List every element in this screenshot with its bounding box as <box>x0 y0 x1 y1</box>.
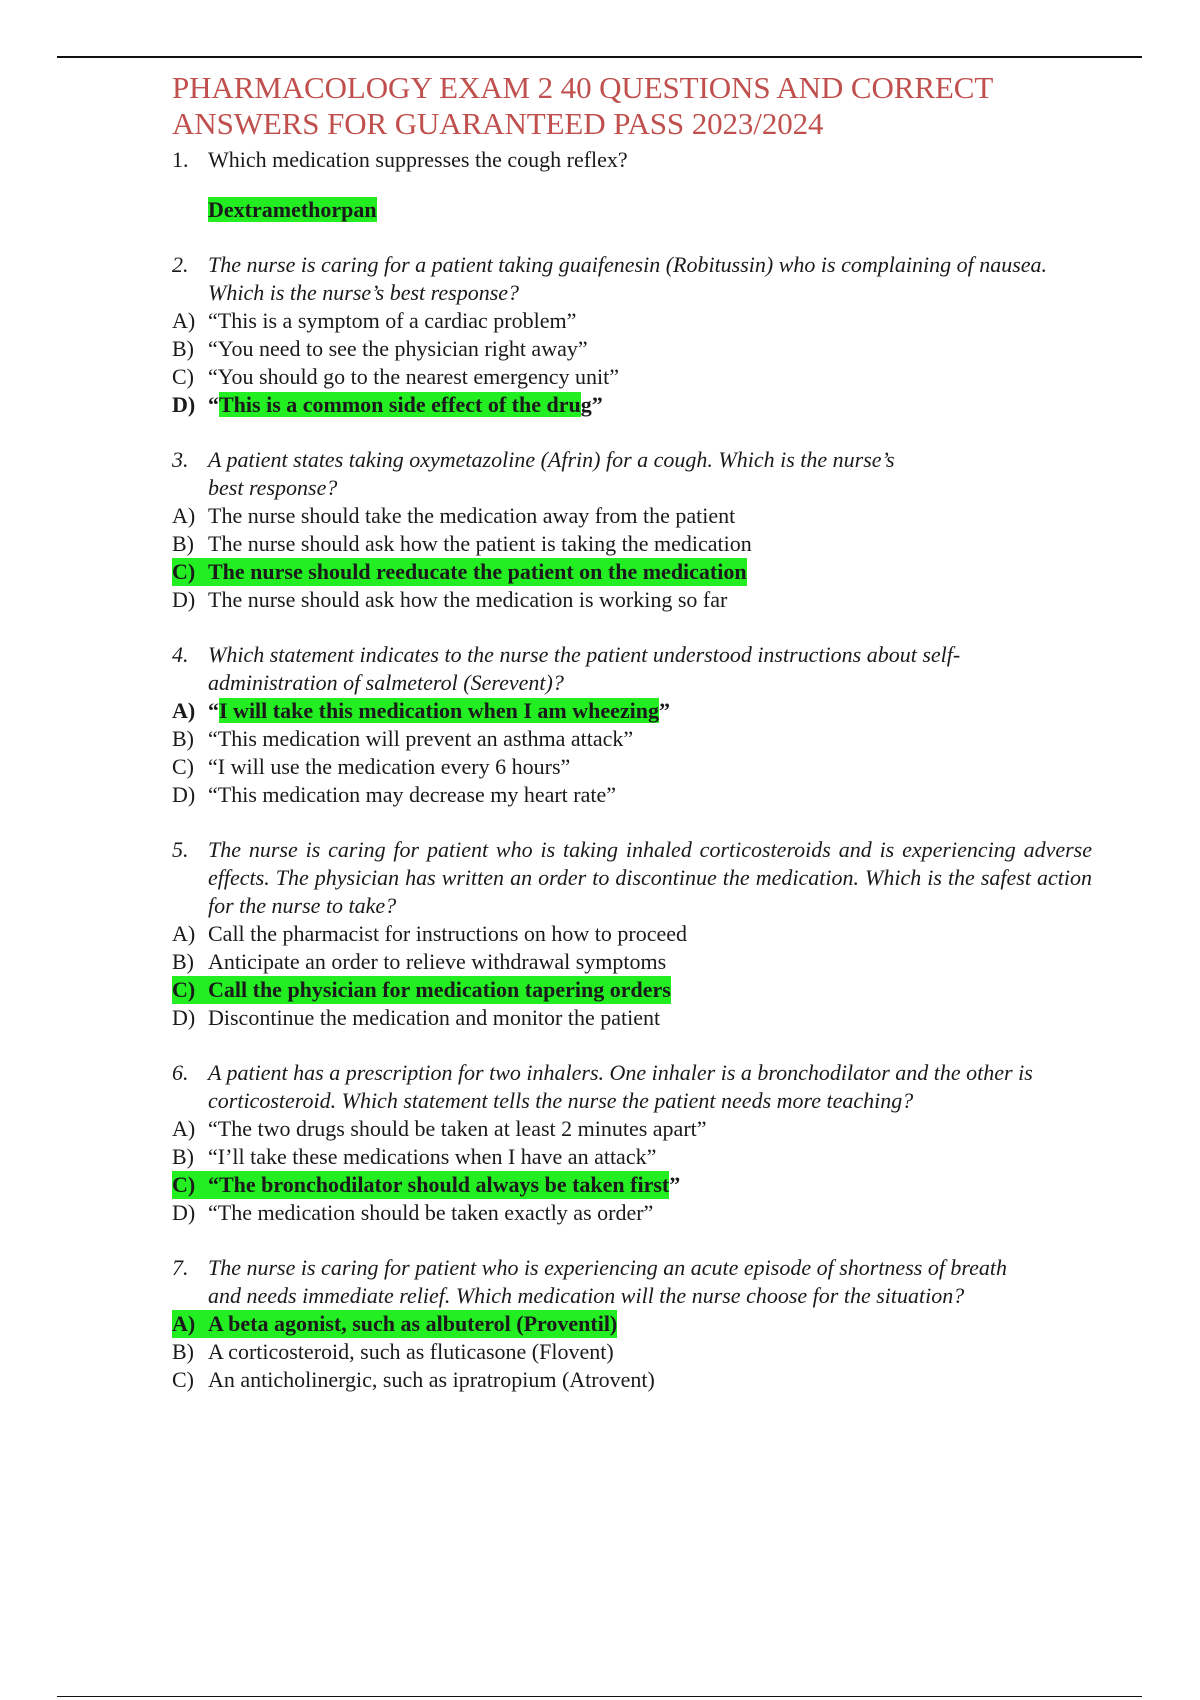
option-text: An anticholinergic, such as ipratropium (Atrovent) <box>208 1367 655 1392</box>
highlighted-answer: This is a common side effect of the dru <box>219 392 581 417</box>
option-text: The nurse should ask how the medication is working so far <box>208 587 728 612</box>
close-quote: ” <box>669 1172 681 1197</box>
close-quote: g” <box>580 392 603 417</box>
option-text: “This is a symptom of a cardiac problem” <box>208 308 577 333</box>
option-label: C) <box>172 1172 196 1197</box>
option-row <box>172 1004 1092 1032</box>
close-quote: ” <box>659 698 670 723</box>
question-text: Which medication suppresses the cough reflex? <box>208 147 628 172</box>
correct-option-row <box>172 697 1092 725</box>
option-row <box>172 335 1092 363</box>
option-row <box>172 1115 1092 1143</box>
question-number: 3. <box>172 447 189 472</box>
question-text-rest: indicates to the nurse the patient understood instructions about self- administration of salmeterol (Serevent)? <box>208 642 961 695</box>
correct-option-row <box>172 1171 1092 1199</box>
option-row <box>172 1366 1092 1394</box>
question-6 <box>172 1059 1092 1115</box>
question-1 <box>172 146 1092 174</box>
correct-option-row <box>172 976 1092 1004</box>
correct-option-row <box>172 1310 1092 1338</box>
option-row <box>172 307 1092 335</box>
highlighted-answer: I will take this medication when I am wheezing <box>219 698 659 723</box>
highlighted-answer: Dextramethorpan <box>208 197 377 222</box>
option-text: “I’ll take these medications when I have an attack” <box>208 1144 657 1169</box>
document-title: PHARMACOLOGY EXAM 2 40 QUESTIONS AND CORRECT ANSWERS FOR GUARANTEED PASS 2023/2024 <box>172 70 993 141</box>
top-rule <box>57 56 1142 58</box>
question-7 <box>172 1254 1092 1310</box>
question-4 <box>172 641 1092 697</box>
question-text: The nurse is caring for a patient taking guaifenesin (Robitussin) who is complaining of nausea. Which is the nurse’s best response? <box>208 252 1048 305</box>
option-label: D) <box>172 392 196 417</box>
open-quote: “ <box>208 392 219 417</box>
option-text: “The medication should be taken exactly as order” <box>208 1200 654 1225</box>
option-label: B) <box>172 949 194 974</box>
option-label: A) <box>172 921 196 946</box>
question-number: 5. <box>172 837 189 862</box>
option-label: C) <box>172 364 194 389</box>
option-row <box>172 1338 1092 1366</box>
question-2 <box>172 251 1092 307</box>
option-label: A) <box>172 308 196 333</box>
question-text: The nurse is caring for patient who is taking inhaled corticosteroids and is experiencing adverse effects. The physician has written an order to discontinue the medication. Which is the safest action for the nurse to take? <box>208 837 1092 918</box>
question-number: 1. <box>172 147 189 172</box>
question-number: 4. <box>172 642 189 667</box>
option-text: “You need to see the physician right away” <box>208 336 588 361</box>
option-label: A) <box>172 1116 196 1141</box>
option-row <box>172 586 1092 614</box>
option-label: D) <box>172 1005 196 1030</box>
option-label: D) <box>172 782 196 807</box>
question-5 <box>172 836 1092 920</box>
option-row <box>172 725 1092 753</box>
option-row <box>172 948 1092 976</box>
option-label: B) <box>172 1339 194 1364</box>
correct-option-row <box>172 391 1092 419</box>
highlighted-answer: The nurse should reeducate the patient on the medication <box>208 559 747 584</box>
question-text: The nurse is caring for patient who is experiencing an acute episode of shortness of breath and needs immediate relief. Which medication will the nurse choose for the situation? <box>208 1255 1008 1308</box>
document-body <box>172 70 1092 1394</box>
option-label: D) <box>172 587 196 612</box>
option-row <box>172 781 1092 809</box>
option-row <box>172 530 1092 558</box>
option-row <box>172 920 1092 948</box>
correct-option-row <box>172 558 1092 586</box>
question-number: 2. <box>172 252 189 277</box>
option-label: B) <box>172 336 194 361</box>
option-label: D) <box>172 1200 196 1225</box>
option-label: C) <box>172 754 194 779</box>
question-3 <box>172 446 1092 502</box>
open-quote: “ <box>208 698 219 723</box>
option-text: “This medication will prevent an asthma attack” <box>208 726 634 751</box>
option-row <box>172 1199 1092 1227</box>
bottom-rule <box>57 1696 1142 1697</box>
option-text: “You should go to the nearest emergency unit” <box>208 364 619 389</box>
question-number: 6. <box>172 1060 189 1085</box>
option-label: A) <box>172 1311 196 1336</box>
question-text: A patient has a prescription for two inhalers. One inhaler is a bronchodilator and the other is corticosteroid. Which statement tells the nurse the patient needs more teaching? <box>208 1060 1033 1113</box>
option-text: “I will use the medication every 6 hours” <box>208 754 571 779</box>
option-text: Anticipate an order to relieve withdrawal symptoms <box>208 949 667 974</box>
option-text: “The two drugs should be taken at least 2 minutes apart” <box>208 1116 707 1141</box>
option-text: The nurse should ask how the patient is taking the medication <box>208 531 752 556</box>
option-text: Call the pharmacist for instructions on how to proceed <box>208 921 687 946</box>
highlighted-answer: “The bronchodilator should always be taken first <box>208 1172 670 1197</box>
option-row <box>172 1143 1092 1171</box>
option-label: C) <box>172 559 196 584</box>
highlighted-answer: Call the physician for medication tapering orders <box>208 977 671 1002</box>
option-row <box>172 502 1092 530</box>
option-text: “This medication may decrease my heart rate” <box>208 782 617 807</box>
highlighted-answer: A beta agonist, such as albuterol (Proventil) <box>208 1311 618 1336</box>
option-label: B) <box>172 726 194 751</box>
option-label: B) <box>172 1144 194 1169</box>
option-text: A corticosteroid, such as fluticasone (Flovent) <box>208 1339 614 1364</box>
question-number: 7. <box>172 1255 189 1280</box>
option-label: C) <box>172 977 196 1002</box>
question-text-start: Which statement <box>208 642 355 667</box>
option-row <box>172 363 1092 391</box>
option-text: Discontinue the medication and monitor the patient <box>208 1005 661 1030</box>
question-text: A patient states taking oxymetazoline (Afrin) for a cough. Which is the nurse’s best response? <box>208 447 895 500</box>
option-label: A) <box>172 503 196 528</box>
option-label: C) <box>172 1367 194 1392</box>
option-text: The nurse should take the medication away from the patient <box>208 503 736 528</box>
option-label: A) <box>172 698 196 723</box>
option-row <box>172 753 1092 781</box>
answer-1 <box>208 196 1092 224</box>
option-label: B) <box>172 531 194 556</box>
